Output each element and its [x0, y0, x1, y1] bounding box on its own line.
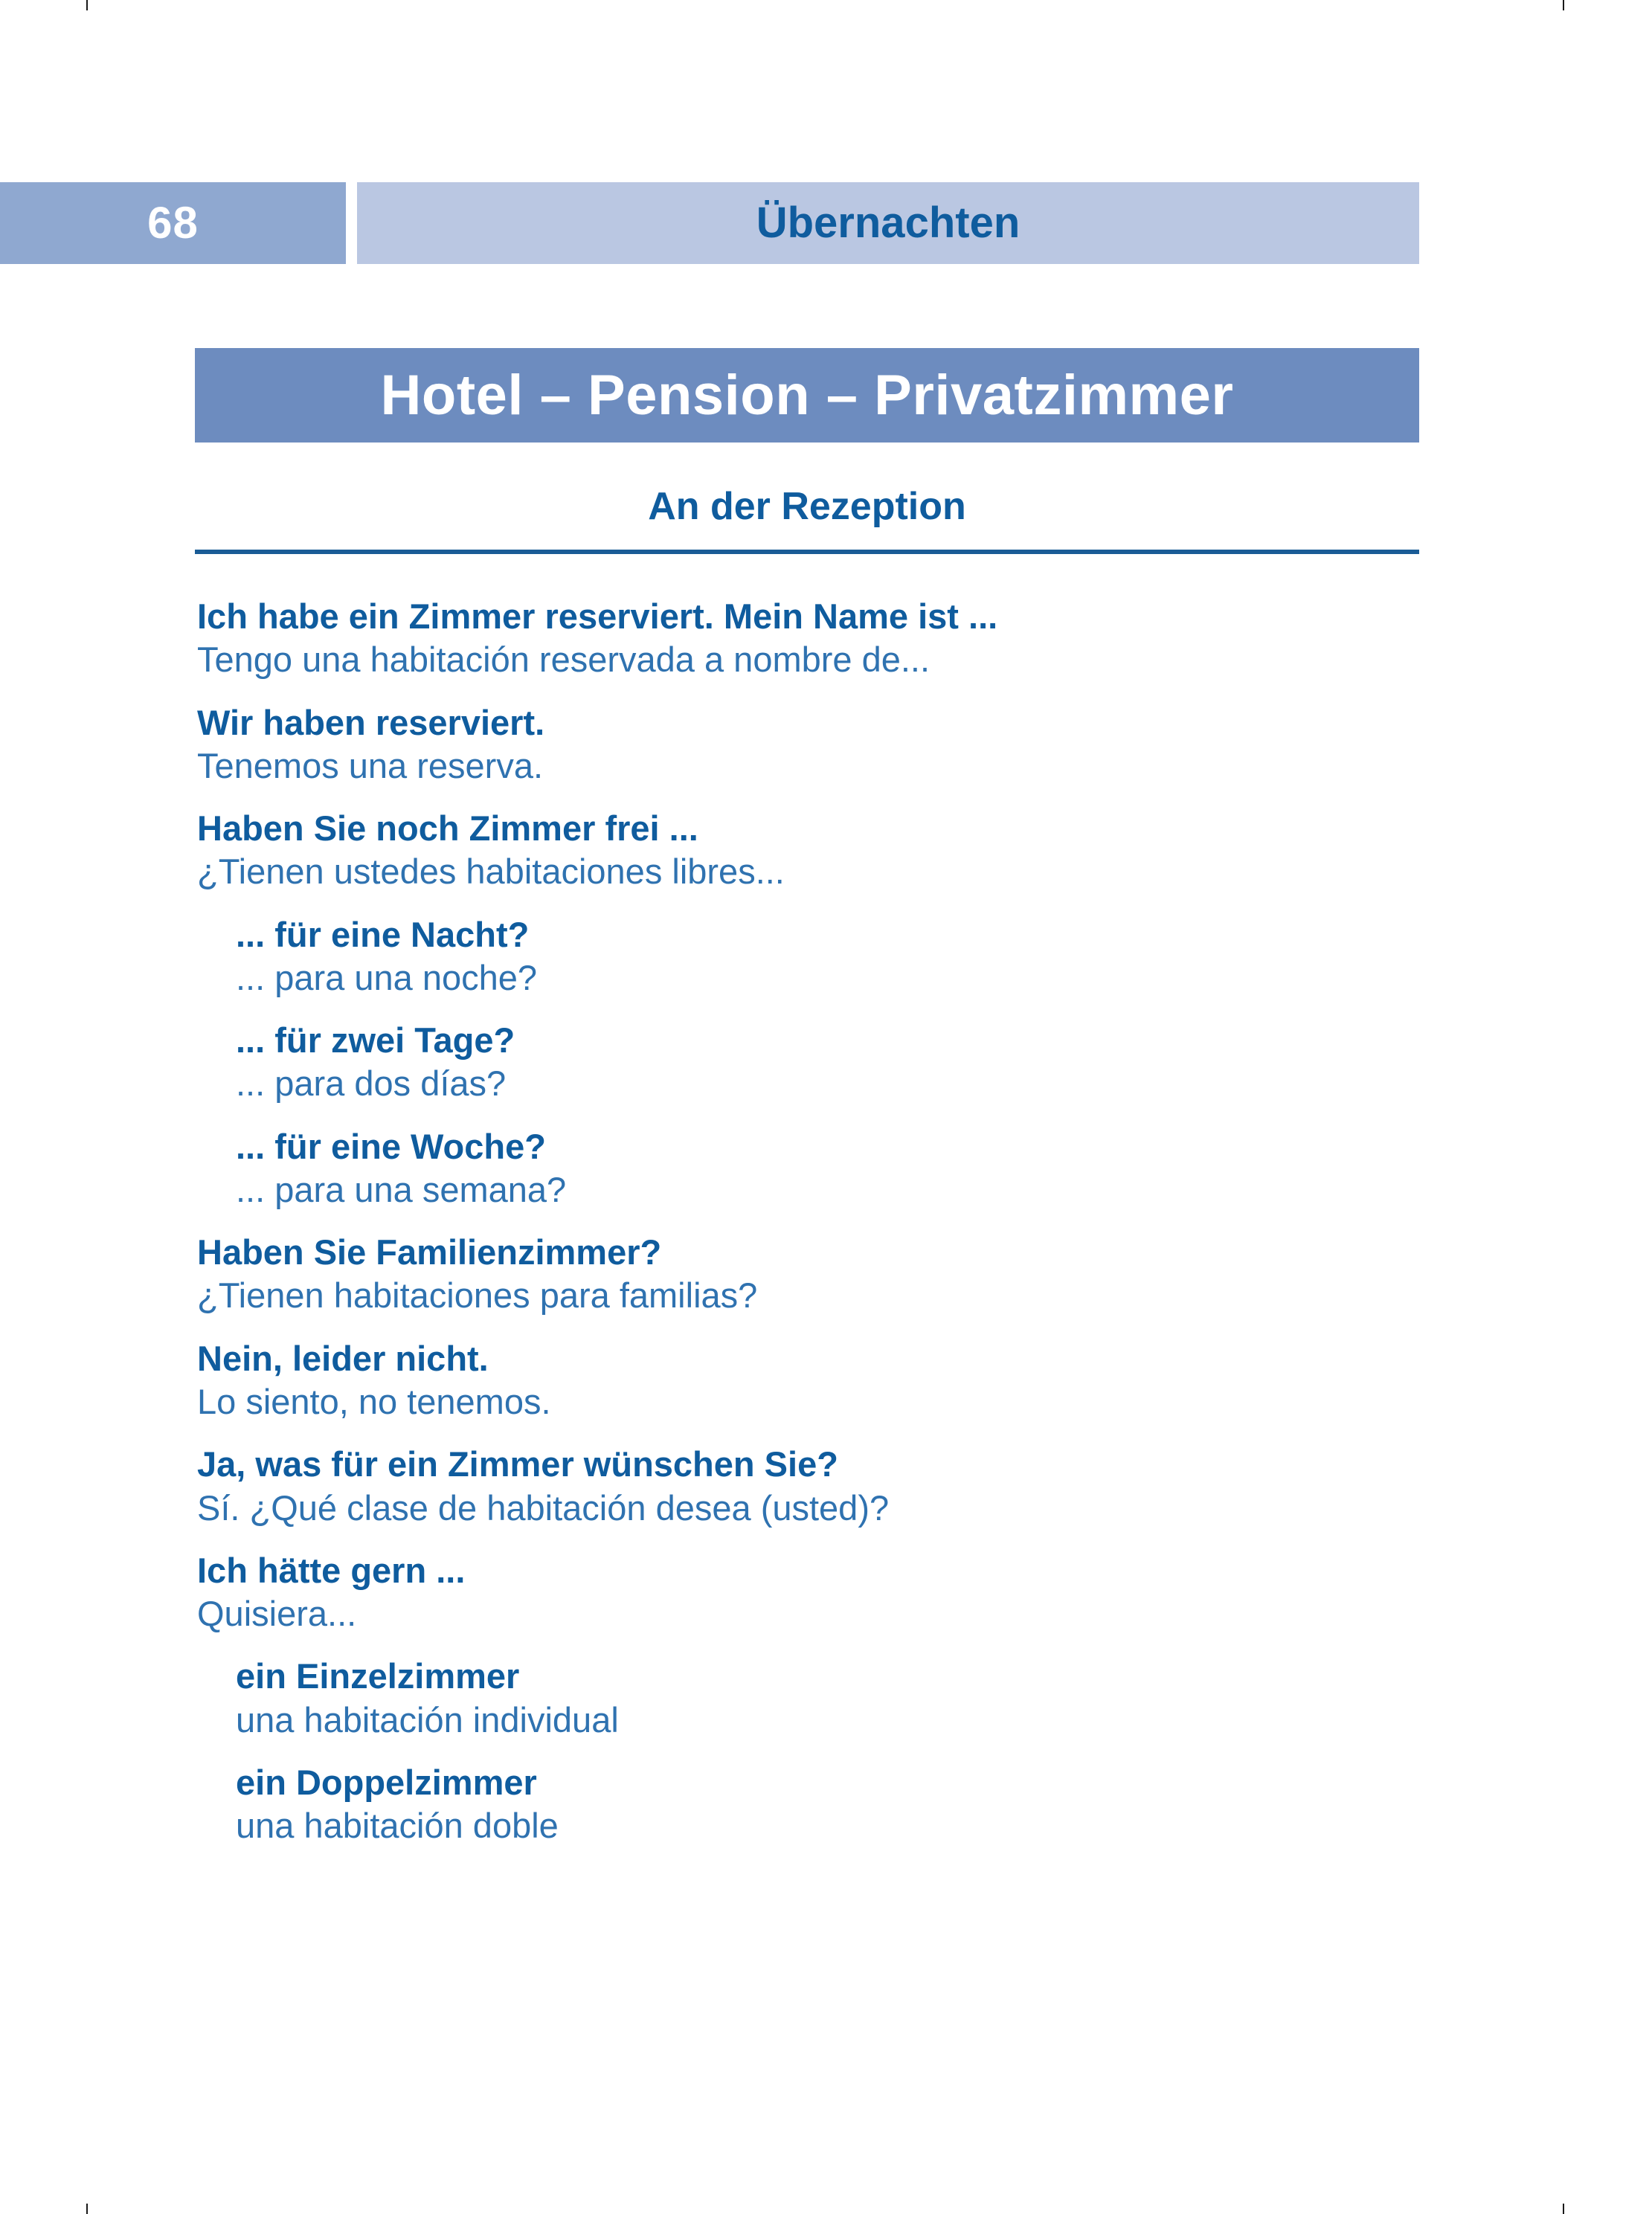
- phrase-spanish: ... para una noche?: [236, 957, 538, 997]
- running-header-band: [357, 182, 1419, 264]
- section-subtitle: An der Rezeption: [648, 485, 966, 528]
- phrase-spanish: ... para dos días?: [236, 1063, 507, 1104]
- chapter-title: Hotel – Pension – Privatzimmer: [380, 363, 1234, 427]
- phrase-spanish: una habitación doble: [236, 1806, 559, 1846]
- running-header: [0, 182, 1419, 264]
- phrase-pair: [197, 1443, 1462, 1530]
- phrase-german: Wir haben reserviert.: [197, 702, 545, 742]
- phrase-spanish: ¿Tienen habitaciones para familias?: [197, 1275, 758, 1316]
- phrase-spanish: ¿Tienen ustedes habitaciones libres...: [197, 852, 785, 892]
- subtitle-divider: [195, 550, 1419, 554]
- phrase-german: Ich hätte gern ...: [197, 1550, 466, 1590]
- phrase-pair: [197, 1019, 1462, 1106]
- phrase-spanish: una habitación individual: [236, 1699, 619, 1740]
- crop-mark-bottom-right: [1563, 2204, 1564, 2214]
- phrase-german: ein Doppelzimmer: [236, 1762, 537, 1802]
- phrase-pair: [197, 1549, 1462, 1636]
- phrase-spanish: Lo siento, no tenemos.: [197, 1381, 551, 1421]
- phrase-german: Ich habe ein Zimmer reserviert. Mein Name ist ...: [197, 596, 998, 636]
- phrase-pair: [197, 1655, 1462, 1742]
- phrase-list: [197, 595, 1462, 1867]
- crop-mark-top-left: [86, 0, 88, 10]
- phrase-spanish: Tenemos una reserva.: [197, 745, 544, 785]
- phrase-pair: [197, 701, 1462, 788]
- phrase-german: Haben Sie Familienzimmer?: [197, 1232, 662, 1272]
- phrase-spanish: ... para una semana?: [236, 1169, 567, 1209]
- phrase-german: ... für eine Woche?: [236, 1126, 546, 1166]
- phrase-spanish: Sí. ¿Qué clase de habitación desea (usted)?: [197, 1487, 890, 1528]
- phrase-pair: [197, 1337, 1462, 1424]
- phrase-pair: [197, 1231, 1462, 1318]
- phrase-german: ... für eine Nacht?: [236, 914, 530, 954]
- phrase-german: ein Einzelzimmer: [236, 1656, 520, 1696]
- phrase-pair: [197, 913, 1462, 1000]
- phrase-spanish: Quisiera...: [197, 1594, 357, 1634]
- phrase-pair: [197, 1761, 1462, 1848]
- phrase-german: Ja, was für ein Zimmer wünschen Sie?: [197, 1444, 838, 1484]
- crop-mark-top-right: [1563, 0, 1564, 10]
- phrase-pair: [197, 807, 1462, 894]
- phrase-pair: [197, 595, 1462, 682]
- phrase-german: Nein, leider nicht.: [197, 1338, 489, 1378]
- crop-mark-bottom-left: [86, 2204, 88, 2214]
- page-number: 68: [147, 198, 199, 248]
- phrase-german: Haben Sie noch Zimmer frei ...: [197, 808, 698, 849]
- page-number-band: [0, 182, 346, 264]
- chapter-title-bar: [195, 348, 1419, 443]
- running-header-title: Übernachten: [756, 199, 1021, 247]
- phrase-spanish: Tengo una habitación reservada a nombre de...: [197, 640, 931, 680]
- phrase-german: ... für zwei Tage?: [236, 1020, 515, 1061]
- phrase-pair: [197, 1125, 1462, 1212]
